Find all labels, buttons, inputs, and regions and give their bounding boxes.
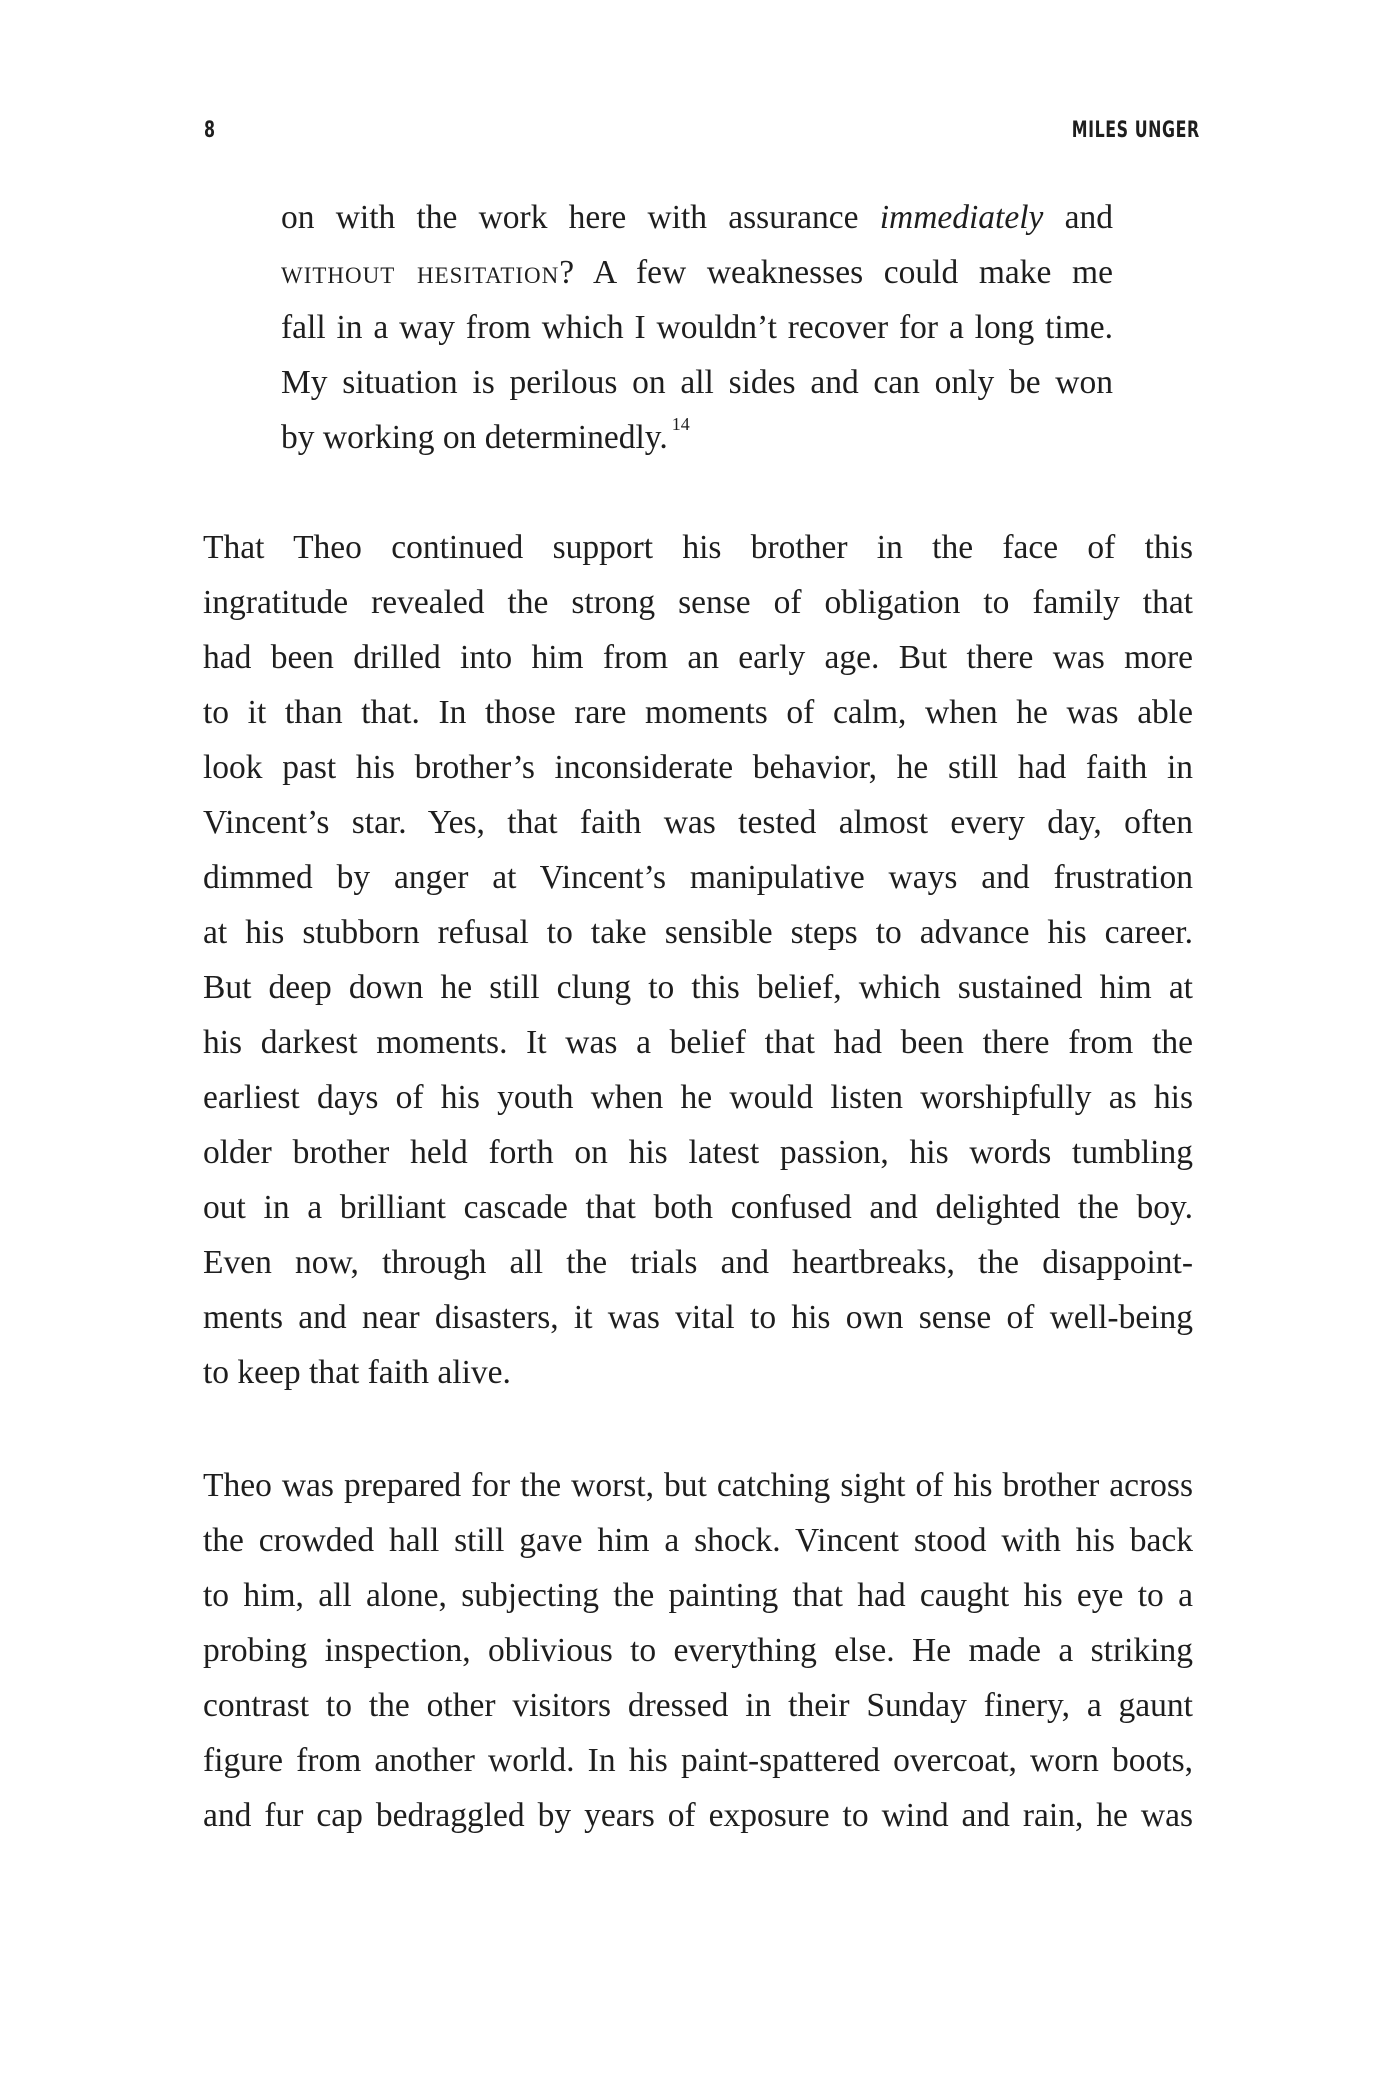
paragraph-line: to keep that faith alive. [203, 1354, 511, 1391]
paragraph-line: But deep down he still clung to this belief, which sustained him at [203, 969, 1193, 1006]
paragraph-line: at his stubborn refusal to take sensible steps to advance his career. [203, 914, 1193, 951]
paragraph-line: probing inspection, oblivious to everything else. He made a striking [203, 1632, 1193, 1669]
body-paragraph-1 [203, 520, 1193, 1400]
paragraph-line: dimmed by anger at Vincent’s manipulative ways and frustration [203, 859, 1193, 896]
quote-line: by working on determinedly. $^{14}$ [281, 414, 690, 456]
paragraph-line: figure from another world. In his paint-spattered overcoat, worn boots, [203, 1742, 1193, 1779]
paragraph-line: out in a brilliant cascade that both confused and delighted the boy. [203, 1189, 1193, 1226]
paragraph-line: older brother held forth on his latest passion, his words tumbling [203, 1134, 1193, 1171]
block-quote [281, 190, 1113, 465]
emphasis-text: immediately [879, 199, 1044, 236]
paragraph-line: ments and near disasters, it was vital to his own sense of well-being [203, 1299, 1193, 1336]
paragraph-line: earliest days of his youth when he would listen worshipfully as his [203, 1079, 1193, 1116]
quote-line: without hesitation? A few weaknesses could make me [281, 254, 1113, 291]
paragraph-line: Even now, through all the trials and heartbreaks, the disappoint- [203, 1244, 1193, 1281]
paragraph-line: contrast to the other visitors dressed in their Sunday finery, a gaunt [203, 1687, 1193, 1724]
quote-line: fall in a way from which I wouldn’t recover for a long time. [281, 309, 1113, 346]
running-head: MILES UNGER [1072, 118, 1200, 143]
paragraph-line: and fur cap bedraggled by years of exposure to wind and rain, he was [203, 1797, 1193, 1834]
footnote-reference: 14 [671, 414, 690, 434]
paragraph-line: ingratitude revealed the strong sense of obligation to family that [203, 584, 1193, 621]
paragraph-line: the crowded hall still gave him a shock. Vincent stood with his back [203, 1522, 1193, 1559]
paragraph-line: to it than that. In those rare moments of calm, when he was able [203, 694, 1193, 731]
page-number: 8 [204, 118, 216, 143]
paragraph-line: had been drilled into him from an early age. But there was more [203, 639, 1193, 676]
paragraph-line: to him, all alone, subjecting the painting that had caught his eye to a [203, 1577, 1193, 1614]
body-paragraph-2 [203, 1458, 1193, 1843]
small-caps-text: without hesitation [281, 254, 560, 291]
paragraph-line: Vincent’s star. Yes, that faith was tested almost every day, often [203, 804, 1193, 841]
paragraph-line: That Theo continued support his brother in the face of this [203, 529, 1193, 566]
paragraph-line: Theo was prepared for the worst, but catching sight of his brother across [203, 1467, 1193, 1504]
paragraph-line: his darkest moments. It was a belief that had been there from the [203, 1024, 1193, 1061]
paragraph-line: look past his brother’s inconsiderate behavior, he still had faith in [203, 749, 1193, 786]
quote-line: on with the work here with assurance immediately and [281, 199, 1113, 236]
quote-line: My situation is perilous on all sides and can only be won [281, 364, 1113, 401]
